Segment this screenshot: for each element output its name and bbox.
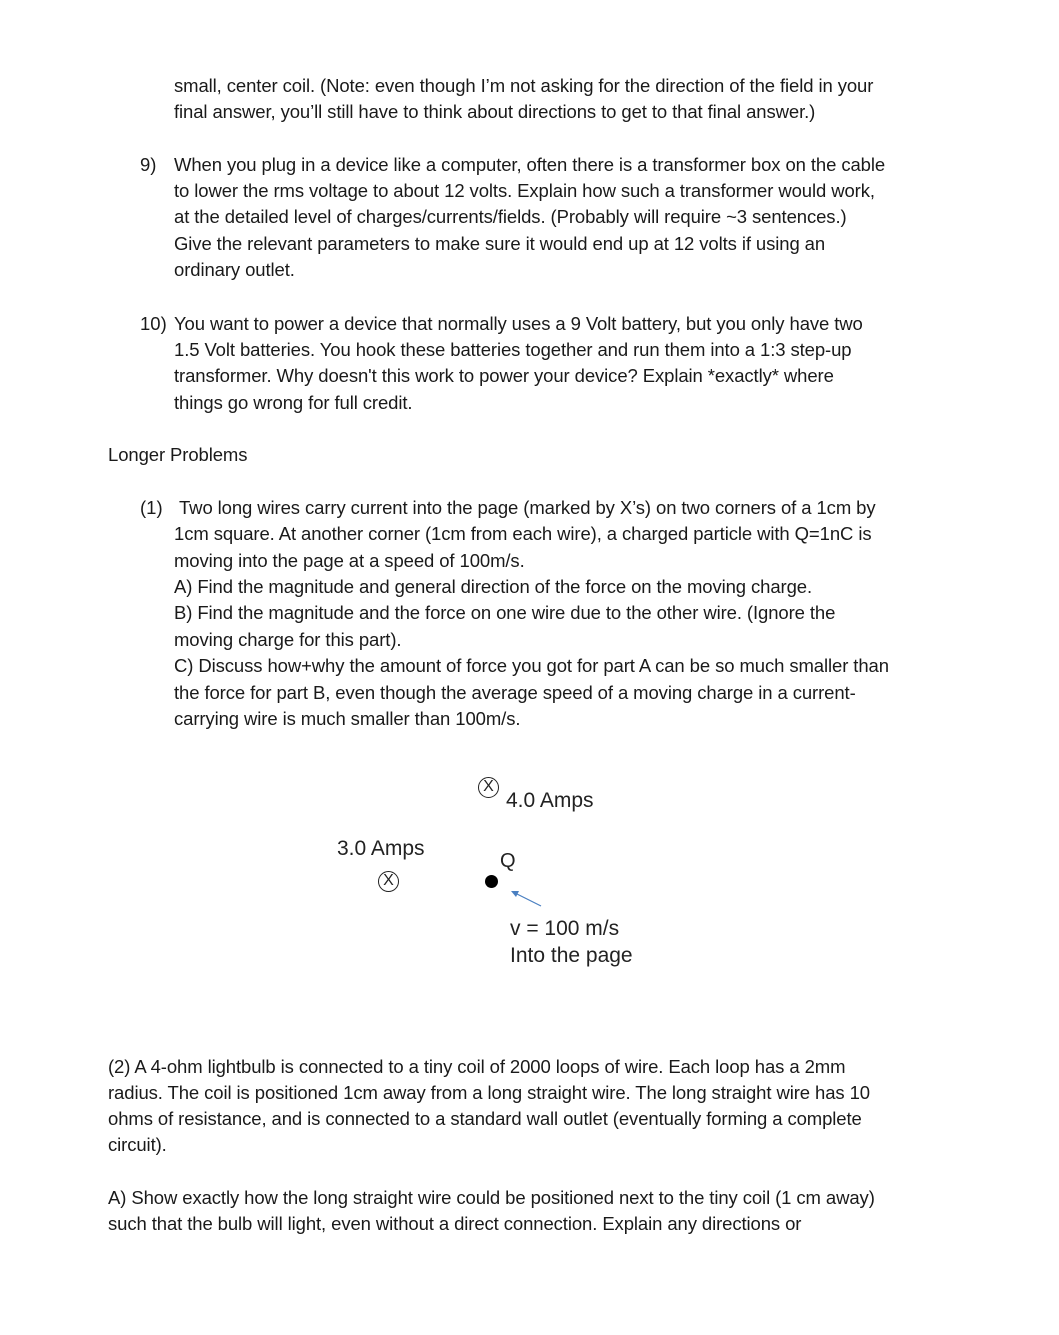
charge-dot (485, 875, 498, 888)
text-line: Two long wires carry current into the page (marked by X’s) on two corners of a 1cm by (179, 497, 876, 518)
velocity-arrow-icon (505, 888, 545, 910)
wire-top-into-page-icon: X (478, 777, 499, 798)
text-line: A) Show exactly how the long straight wire could be positioned next to the tiny coil (1 cm away) (108, 1187, 875, 1208)
wire-top-current-label: 4.0 Amps (506, 789, 594, 812)
text-line: When you plug in a device like a computer, often there is a transformer box on the cable (174, 154, 886, 175)
velocity-label: v = 100 m/s (510, 917, 620, 940)
text-line: such that the bulb will light, even without a direct connection. Explain any directions or (108, 1213, 802, 1234)
question-number: 10) (140, 313, 167, 334)
text-line: final answer, you’ll still have to think about directions to get to that final answer.) (174, 101, 816, 122)
text-line: radius. The coil is positioned 1cm away from a long straight wire. The long straight wire has 10 (108, 1082, 870, 1103)
text-line: 1cm square. At another corner (1cm from each wire), a charged particle with Q=1nC is (174, 523, 872, 544)
text-line: the force for part B, even though the average speed of a moving charge in a current- (174, 682, 856, 703)
text-line: B) Find the magnitude and the force on one wire due to the other wire. (Ignore the (174, 602, 836, 623)
text-line: small, center coil. (Note: even though I’m not asking for the direction of the field in your (174, 75, 874, 96)
text-line: 1.5 Volt batteries. You hook these batteries together and run them into a 1:3 step-up (174, 339, 852, 360)
text-line: A) Find the magnitude and general direction of the force on the moving charge. (174, 576, 813, 597)
text-line: things go wrong for full credit. (174, 392, 413, 413)
wire-left-current-label: 3.0 Amps (337, 837, 425, 860)
text-line: to lower the rms voltage to about 12 volts. Explain how such a transformer would work, (174, 180, 875, 201)
text-line: Give the relevant parameters to make sure it would end up at 12 volts if using an (174, 233, 826, 254)
text-line: You want to power a device that normally uses a 9 Volt battery, but you only have two (174, 313, 863, 334)
problem-number: (1) (140, 497, 163, 518)
charge-label: Q (500, 850, 516, 872)
text-line: carrying wire is much smaller than 100m/s. (174, 708, 521, 729)
question-number: 9) (140, 154, 157, 175)
text-line: moving charge for this part). (174, 629, 402, 650)
section-heading: Longer Problems (108, 444, 248, 465)
text-line: (2) A 4-ohm lightbulb is connected to a tiny coil of 2000 loops of wire. Each loop has a 2mm (108, 1056, 846, 1077)
text-line: at the detailed level of charges/currents/fields. (Probably will require ~3 sentences.) (174, 206, 847, 227)
wire-left-into-page-icon: X (378, 871, 399, 892)
text-line: transformer. Why doesn't this work to power your device? Explain *exactly* where (174, 365, 834, 386)
text-line: ohms of resistance, and is connected to a standard wall outlet (eventually forming a complete (108, 1108, 862, 1129)
velocity-direction-note: Into the page (510, 944, 633, 967)
text-line: moving into the page at a speed of 100m/s. (174, 550, 525, 571)
text-line: C) Discuss how+why the amount of force you got for part A can be so much smaller than (174, 655, 889, 676)
text-line: ordinary outlet. (174, 259, 295, 280)
text-line: circuit). (108, 1134, 167, 1155)
